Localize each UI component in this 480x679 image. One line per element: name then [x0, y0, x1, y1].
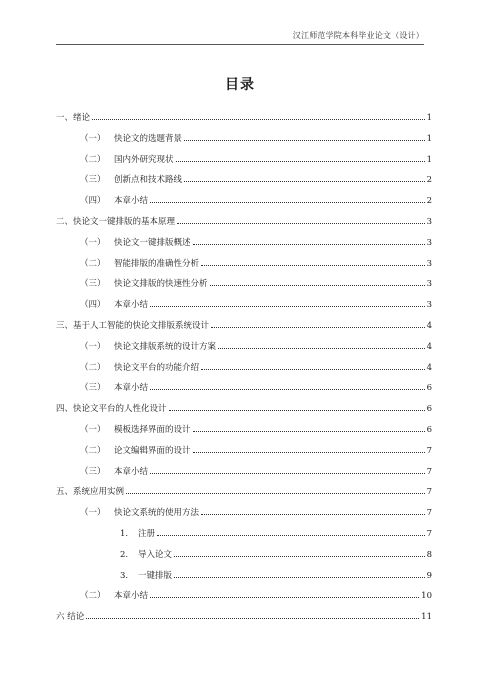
toc-entry-number: （一）	[80, 425, 106, 435]
toc-entry-page: 4	[426, 341, 432, 352]
toc-entry[interactable]	[80, 237, 432, 249]
toc-entry[interactable]	[80, 382, 432, 394]
toc-dot-leader	[174, 549, 425, 557]
toc-entry[interactable]	[80, 299, 432, 311]
toc-entry-number: （二）	[80, 258, 106, 269]
toc-entry-label: 本章小结	[114, 466, 149, 477]
toc-entry-label: 论文编辑界面的设计	[114, 445, 191, 456]
toc-dot-leader	[211, 320, 425, 328]
toc-entry-number: （二）	[80, 445, 106, 456]
toc-entry-number: （一）	[80, 237, 106, 248]
toc-entry-page: 6	[426, 383, 432, 394]
toc-dot-leader	[86, 611, 419, 619]
toc-entry-page: 11	[421, 612, 432, 623]
toc-entry[interactable]	[120, 570, 432, 582]
toc-entry-label: 一、绪论	[56, 113, 91, 123]
toc-entry-page: 3	[426, 279, 432, 290]
toc-entry-page: 9	[426, 570, 432, 581]
toc-entry-page: 2	[426, 196, 432, 207]
toc-entry-label: 本章小结	[114, 300, 149, 311]
toc-entry-page: 7	[426, 529, 432, 539]
toc-entry[interactable]	[80, 466, 432, 478]
toc-entry-label: 国内外研究现状	[114, 154, 174, 165]
toc-entry[interactable]	[80, 507, 432, 519]
toc-dot-leader	[193, 424, 425, 432]
toc-entry-label: 本章小结	[114, 383, 149, 394]
toc-entry[interactable]	[56, 403, 432, 415]
toc-dot-leader	[177, 216, 425, 224]
toc-dot-leader	[150, 299, 425, 307]
toc-entry-label: 二、快论文一键排版的基本原理	[56, 217, 176, 227]
toc-entry[interactable]	[80, 362, 432, 374]
toc-dot-leader	[184, 133, 425, 141]
toc-entry-number: （三）	[80, 175, 106, 186]
toc-entry-page: 10	[421, 591, 432, 602]
toc-entry-number: 1.	[120, 529, 129, 539]
toc-entry-number: （二）	[80, 362, 106, 373]
toc-entry-page: 4	[426, 362, 432, 373]
toc-entry-label: 快论文排版系统的设计方案	[114, 341, 217, 352]
toc-entry-page: 7	[426, 466, 432, 477]
toc-entry-page: 3	[426, 217, 432, 227]
toc-entry-number: （三）	[80, 383, 106, 394]
toc-entry[interactable]	[80, 133, 432, 145]
toc-dot-leader	[150, 382, 425, 390]
toc-dot-leader	[150, 590, 419, 598]
toc-entry[interactable]	[80, 195, 432, 207]
toc-entry-number: （一）	[80, 508, 106, 519]
toc-entry-label: 快论文一键排版概述	[114, 237, 191, 248]
toc-entry[interactable]	[80, 341, 432, 353]
toc-dot-leader	[157, 528, 425, 536]
toc-entry-page: 7	[426, 487, 432, 498]
toc-entry-label: 四、快论文平台的人性化设计	[56, 404, 167, 415]
toc-entry[interactable]	[56, 112, 432, 124]
toc-entry-page: 4	[426, 321, 432, 331]
toc-entry-number: （三）	[80, 466, 106, 477]
toc-entry[interactable]	[56, 486, 432, 498]
toc-dot-leader	[150, 195, 425, 203]
toc-entry-number: （三）	[80, 279, 106, 290]
toc-entry[interactable]	[80, 258, 432, 270]
toc-dot-leader	[174, 570, 425, 578]
toc-entry[interactable]	[56, 216, 432, 228]
toc-entry-page: 2	[426, 175, 432, 186]
toc-entry-label: 注册	[138, 529, 156, 539]
toc-entry-label: 五、系统应用实例	[56, 487, 125, 498]
toc-entry-page: 7	[426, 508, 432, 519]
toc-entry-number: （四）	[80, 300, 106, 311]
toc-dot-leader	[92, 112, 425, 120]
toc-entry-number: （二）	[80, 591, 106, 602]
toc-entry[interactable]	[80, 445, 432, 457]
toc-entry-number: 2.	[120, 549, 129, 560]
toc-entry-page: 3	[426, 258, 432, 269]
toc-entry-label: 创新点和技术路线	[114, 175, 183, 186]
toc-dot-leader	[218, 341, 425, 349]
toc-entry[interactable]	[56, 320, 432, 332]
toc-entry-label: 本章小结	[114, 591, 149, 602]
toc-dot-leader	[169, 403, 425, 411]
toc-entry-page: 1	[426, 154, 432, 165]
toc-dot-leader	[126, 486, 425, 494]
page-header: 汉江师范学院本科毕业论文（设计）	[292, 31, 424, 40]
toc-entry-page: 8	[426, 549, 432, 560]
toc-entry[interactable]	[120, 549, 432, 561]
toc-dot-leader	[201, 258, 425, 266]
toc-entry[interactable]	[56, 611, 432, 623]
toc-entry[interactable]	[80, 590, 432, 602]
toc-entry-page: 3	[426, 237, 432, 248]
header-rule	[56, 44, 424, 45]
toc-entry-label: 一键排版	[138, 570, 173, 581]
toc-entry-label: 智能排版的准确性分析	[114, 258, 200, 269]
toc-dot-leader	[210, 278, 425, 286]
toc-entry-page: 6	[426, 425, 432, 435]
toc-entry[interactable]	[80, 154, 432, 166]
toc-dot-leader	[201, 507, 425, 515]
toc-entry-page: 1	[426, 113, 432, 123]
toc-entry-page: 3	[426, 300, 432, 311]
toc-entry[interactable]	[80, 174, 432, 186]
toc-dot-leader	[193, 237, 425, 245]
toc-dot-leader	[184, 174, 425, 182]
toc-entry-label: 快论文平台的功能介绍	[114, 362, 200, 373]
toc-entry[interactable]	[120, 528, 432, 540]
toc-entry-number: （四）	[80, 196, 106, 207]
toc-dot-leader	[201, 362, 425, 370]
toc-dot-leader	[150, 466, 425, 474]
toc-entry-label: 快论文排版的快速性分析	[114, 279, 208, 290]
toc-entry-label: 三、基于人工智能的快论文排版系统设计	[56, 321, 210, 331]
toc-entry[interactable]	[80, 424, 432, 436]
toc-entry-label: 模板选择界面的设计	[114, 425, 191, 435]
toc-entry-label: 导入论文	[138, 549, 173, 560]
toc-entry-label: 快论文系统的使用方法	[114, 508, 200, 519]
toc-entry-label: 快论文的选题背景	[114, 133, 183, 144]
toc-dot-leader	[193, 445, 425, 453]
toc-entry[interactable]	[80, 278, 432, 290]
page-title: 目录	[225, 77, 255, 93]
toc-entry-page: 6	[426, 404, 432, 415]
toc-entry-page: 7	[426, 445, 432, 456]
toc-entry-number: （二）	[80, 154, 106, 165]
toc-entry-number: （一）	[80, 341, 106, 352]
toc-entry-number: 3.	[120, 570, 129, 581]
toc-entry-number: （一）	[80, 133, 106, 144]
toc-entry-label: 六 结论	[56, 612, 85, 623]
toc-entry-page: 1	[426, 133, 432, 144]
toc-entry-label: 本章小结	[114, 196, 149, 207]
toc-dot-leader	[176, 154, 425, 162]
